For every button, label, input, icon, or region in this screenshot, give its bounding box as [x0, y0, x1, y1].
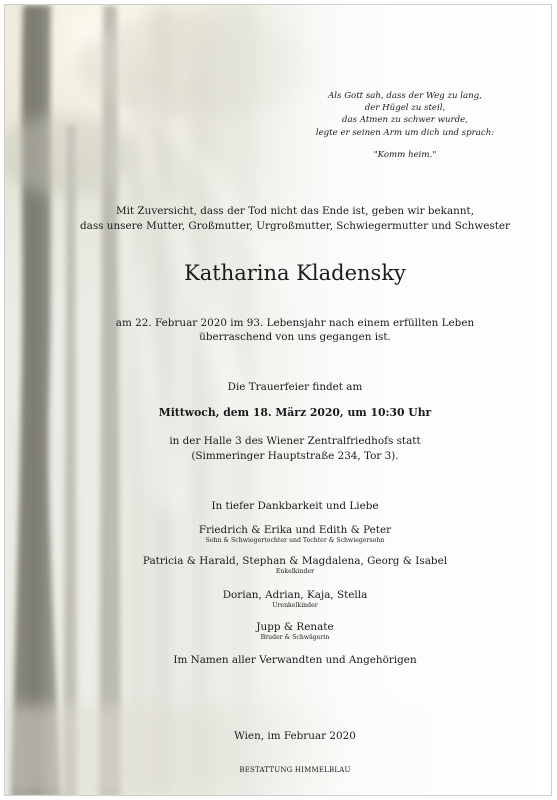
passing-line: am 22. Februar 2020 im 93. Lebensjahr nach einem erfüllten Leben	[115, 317, 475, 329]
family-group	[35, 621, 552, 642]
ceremony-location	[35, 434, 552, 463]
announcement-intro	[35, 204, 552, 234]
poem-quote: "Komm heim."	[373, 149, 437, 160]
ceremony-date: Mittwoch, dem 18. März 2020, um 10:30 Uhr	[158, 406, 432, 419]
poem-line: das Atmen zu schwer wurde,	[342, 115, 468, 126]
passing-notice	[35, 316, 552, 344]
family-names: Dorian, Adrian, Kaja, Stella	[222, 589, 368, 601]
family-relation: Bruder & Schwägerin	[260, 634, 330, 641]
family-group	[35, 524, 552, 545]
poem-line: Als Gott sah, dass der Weg zu lang,	[328, 91, 482, 101]
family-relation: Urenkelkinder	[272, 602, 318, 609]
family-group	[35, 589, 552, 610]
family-group	[35, 555, 552, 576]
closing-line: Im Namen aller Verwandten und Angehörigen	[173, 654, 417, 666]
obituary-text	[5, 5, 552, 796]
family-relation: Sohn & Schwiegertochter und Tochter & Schwiegersohn	[205, 537, 385, 544]
intro-line: dass unsere Mutter, Großmutter, Urgroßmutter, Schwiegermutter und Schwester	[79, 220, 511, 232]
gratitude-line: In tiefer Dankbarkeit und Liebe	[211, 500, 379, 512]
undertaker-name: BESTATTUNG HIMMELBLAU	[239, 766, 351, 774]
poem-line: legte er seinen Arm um dich und sprach:	[315, 127, 495, 138]
ceremony-address: (Simmeringer Hauptstraße 234, Tor 3).	[191, 449, 399, 462]
obituary-card	[4, 4, 552, 796]
family-names: Jupp & Renate	[256, 621, 334, 633]
passing-line: überraschend von uns gegangen ist.	[199, 331, 391, 343]
ceremony-location-line: in der Halle 3 des Wiener Zentralfriedhofs statt	[169, 435, 421, 447]
intro-line: Mit Zuversicht, dass der Tod nicht das Ende ist, geben wir bekannt,	[115, 205, 475, 217]
place-date: Wien, im Februar 2020	[234, 730, 356, 742]
ceremony-intro: Die Trauerfeier findet am	[227, 381, 363, 393]
family-names: Friedrich & Erika und Edith & Peter	[198, 524, 392, 536]
family-names: Patricia & Harald, Stephan & Magdalena, Georg & Isabel	[142, 555, 448, 567]
family-relation: Enkelkinder	[275, 568, 315, 575]
deceased-name: Katharina Kladensky	[184, 261, 406, 285]
poem-line: der Hügel zu steil,	[364, 103, 446, 114]
poem	[295, 90, 515, 161]
